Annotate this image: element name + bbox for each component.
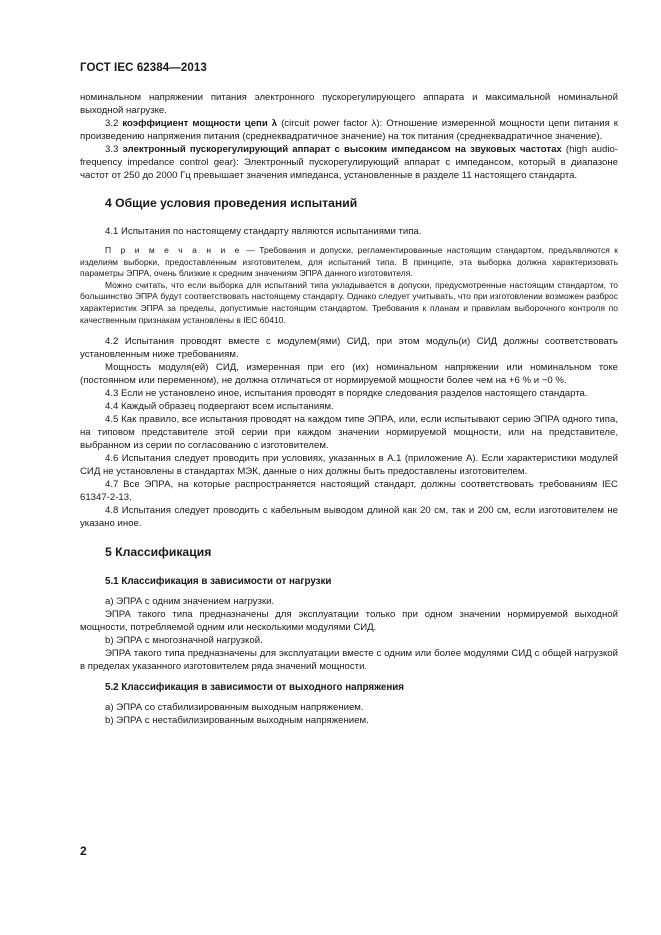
item-5-1-a: а) ЭПРА с одним значением нагрузки. [105,596,275,608]
subsection-5-2-title: 5.2 Классификация в зависимости от выходного напряжения [105,682,405,694]
section-4-title: 4 Общие условия проведения испытаний [105,196,358,210]
definition-text: (high audio-frequency impedance control gear): Электронный пускорегулирующий аппарат с импедансом, который в диапазоне частот от 250 до 2000 Гц превышает значения импеданса, установленные в разделе 11 настоящего стандарта. [80,144,618,181]
subsection-5-1-title: 5.1 Классификация в зависимости от нагрузки [105,576,332,588]
item-5-2-a: а) ЭПРА со стабилизированным выходным напряжением. [105,702,364,714]
paragraph-4-4: 4.4 Каждый образец подвергают всем испытаниям. [105,401,334,413]
definition-term: коэффициент мощности цепи λ [122,118,278,129]
definition-number: 3.2 [105,118,123,129]
paragraph-4-3: 4.3 Если не установлено иное, испытания проводят в порядке следования разделов настоящего стандарта. [105,388,588,400]
note [80,245,618,280]
definition-3-3 [80,143,618,182]
definition-text: (circuit power factor λ): Отношение измеренной мощности цепи питания к произведению напряжения питания (среднеквадратичное значение) на ток питания (среднеквадратичное значение). [80,118,618,142]
page-number: 2 [80,844,87,858]
definition-number: 3.3 [105,144,123,155]
paragraph-4-7: 4.7 Все ЭПРА, на которые распространяется настоящий стандарт, должны соответствовать требованиям IEC 61347-2-13. [80,479,618,504]
item-5-1-b: b) ЭПРА с многозначной нагрузкой. [105,635,263,647]
paragraph-4-5: 4.5 Как правило, все испытания проводят на каждом типе ЭПРА, или, если испытывают серию ЭПРА одного типа, на типовом представителе этой серии при каждом значении нормируемой мощности, или на представителе, выбранном из серии по согласованию с изготовителем. [80,414,618,452]
paragraph-continuation: номинальном напряжении питания электронного пускорегулирующего аппарата и максимальной номинальной выходной нагрузке. [80,92,618,116]
note-label: П р и м е ч а н и е [105,245,242,255]
paragraph-4-2: 4.2 Испытания проводят вместе с модулем(ями) СИД, при этом модуль(и) СИД должны соответствовать установленным ниже требованиям. [80,336,618,361]
item-5-1-b-text: ЭПРА такого типа предназначены для эксплуатации вместе с одним или более модулями СИД с общей нагрузкой в пределах указанного изготовителем ряда значений мощности. [80,648,618,673]
note-text: — Требования и допуски, регламентированные настоящим стандартом, предъявляются к изделиям выборки, предоставленным изготовителем, для испытаний типа. В принципе, эта выборка должна характеризовать параметры ЭПРА, очень близкие к средним значениям ЭПРА данного изготовителя. [80,245,618,279]
definition-3-2 [80,117,618,143]
definition-term: электронный пускорегулирующий аппарат с высоким импедансом на звуковых частотах [122,144,562,155]
paragraph-4-1: 4.1 Испытания по настоящему стандарту являются испытаниями типа. [105,226,422,237]
document-page [80,62,618,727]
paragraph-4-2-power: Мощность модуля(ей) СИД, измеренная при его (их) номинальном напряжении или номинальном токе (постоянном или переменном), не должна отличаться от нормируемой мощности более чем на +6 % и −0 %. [80,362,618,387]
item-5-2-b: b) ЭПРА с нестабилизированным выходным напряжением. [105,715,369,727]
document-header: ГОСТ IEC 62384—2013 [80,62,207,74]
section-5-title: 5 Классификация [105,545,212,560]
paragraph-4-6: 4.6 Испытания следует проводить при условиях, указанных в А.1 (приложение А). Если характеристики модулей СИД не установлены в стандартах МЭК, данные о них должны быть предоставлены изготовителем. [80,453,618,478]
item-5-1-a-text: ЭПРА такого типа предназначены для эксплуатации только при одном значении нормируемой выходной мощности, потребляемой одним или несколькими модулями СИД. [80,609,618,634]
note-continuation: Можно считать, что если выборка для испытаний типа укладывается в допуски, предусмотренные настоящим стандартом, то большинство ЭПРА будут соответствовать настоящему стандарту. Однако следует учитывать, что при изготовлении возможен разброс характеристик ЭПРА за пределы, допустимые настоящим стандартом. Требования к планам и правилам выборочного контроля по качественным признакам установлены в IEC 60410. [80,279,618,325]
paragraph-4-8: 4.8 Испытания следует проводить с кабельным выводом длиной как 20 см, так и 200 см, если изготовителем не указано иное. [80,505,618,530]
